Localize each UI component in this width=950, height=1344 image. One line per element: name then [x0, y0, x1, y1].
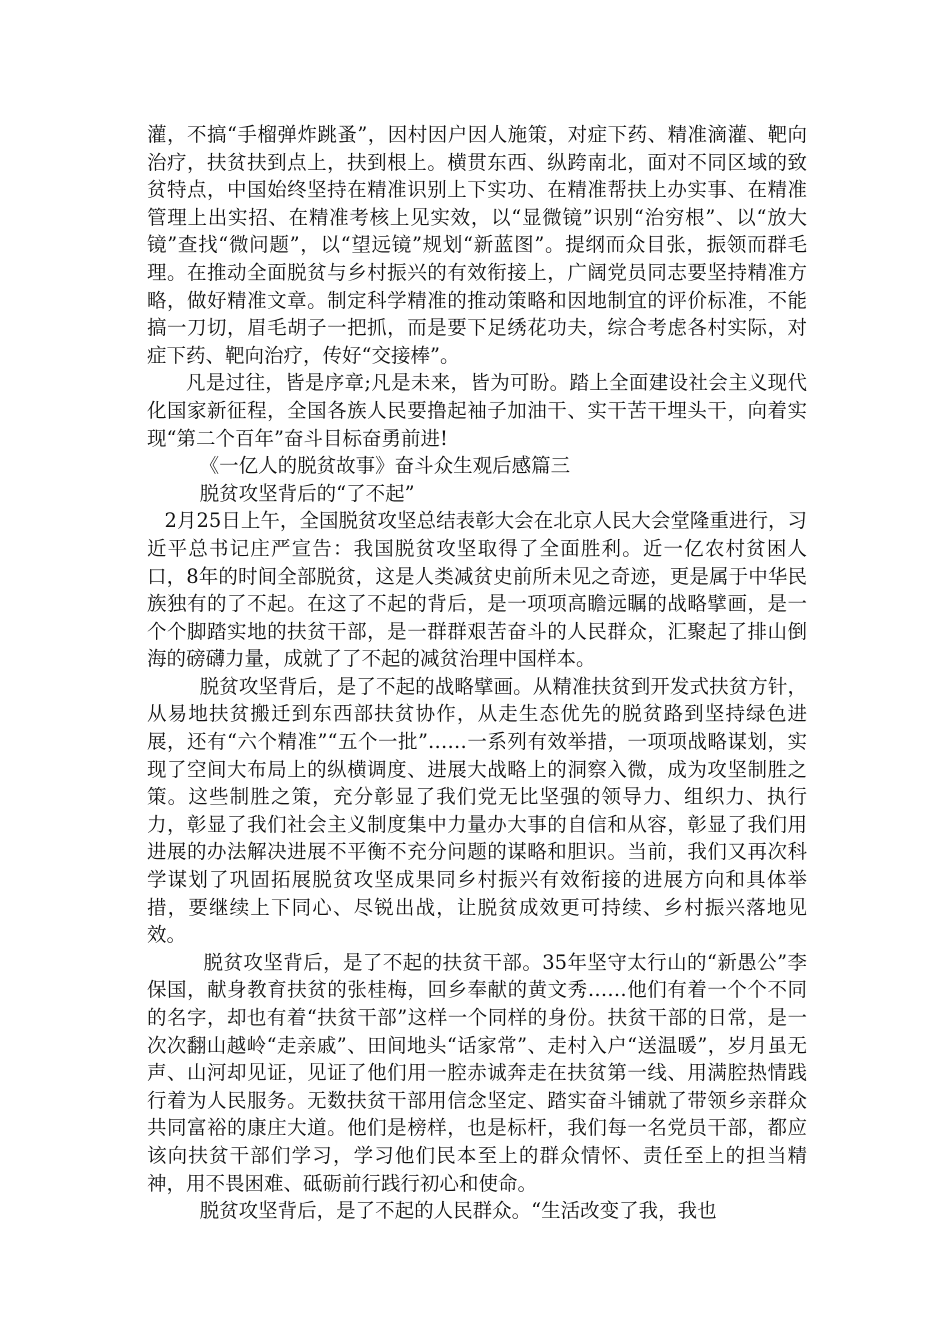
body-paragraph-2: 凡是过往，皆是序章;凡是未来，皆为可盼。踏上全面建设社会主义现代化国家新征程，全国各族人民要撸起袖子加油干、实干苦干埋头干，向着实现“第二个百年”奋斗目标奋勇前进!: [147, 371, 807, 450]
body-paragraph-5: 脱贫攻坚背后，是了不起的扶贫干部。35年坚守太行山的“新愚公”李保国，献身教育扶贫的张桂梅，回乡奉献的黄文秀……他们有着一个个不同的名字，却也有着“扶贫干部”这样一个同样的身份。扶贫干部的日常，是一次次翻山越岭“走亲戚”、田间地头“话家常”、走村入户“送温暖”，岁月虽无声、山河却见证，见证了他们用一腔赤诚奔走在扶贫第一线、用满腔热情践行着为人民服务。无数扶贫干部用信念坚定、踏实奋斗铺就了带领乡亲群众共同富裕的康庄大道。他们是榜样，也是标杆，我们每一名党员干部，都应该向扶贫干部们学习，学习他们民本至上的群众情怀、责任至上的担当精神，用不畏困难、砥砺前行践行初心和使命。: [147, 950, 807, 1195]
document-page: [147, 121, 807, 1225]
body-paragraph-4: 脱贫攻坚背后，是了不起的战略擘画。从精准扶贫到开发式扶贫方针，从易地扶贫搬迁到东西部扶贫协作，从走生态优先的脱贫路到坚持绿色进展，还有“六个精准”“五个一批”……一系列有效举措，一项项战略谋划，实现了空间大布局上的纵横调度、进展大战略上的洞察入微，成为攻坚制胜之策。这些制胜之策，充分彰显了我们党无比坚强的领导力、组织力、执行力，彰显了我们社会主义制度集中力量办大事的自信和从容，彰显了我们用进展的办法解决进展不平衡不充分问题的谋略和胆识。当前，我们又再次科学谋划了巩固拓展脱贫攻坚成果同乡村振兴有效衔接的进展方向和具体举措，要继续上下同心、尽锐出战，让脱贫成效更可持续、乡村振兴落地见效。: [147, 674, 807, 947]
section-subtitle: 脱贫攻坚背后的“了不起”: [199, 481, 415, 505]
body-paragraph-3: 2月25日上午，全国脱贫攻坚总结表彰大会在北京人民大会堂隆重进行，习近平总书记庄严宣告：我国脱贫攻坚取得了全面胜利。近一亿农村贫困人口，8年的时间全部脱贫，这是人类减贫史前所未见之奇迹，更是属于中华民族独有的了不起。在这了不起的背后，是一项项高瞻远瞩的战略擘画，是一个个脚踏实地的扶贫干部，是一群群艰苦奋斗的人民群众，汇聚起了排山倒海的磅礴力量，成就了了不起的减贫治理中国样本。: [147, 509, 807, 671]
body-paragraph-6: 脱贫攻坚背后，是了不起的人民群众。“生活改变了我，我也: [199, 1199, 717, 1223]
body-paragraph-1: 灌，不搞“手榴弹炸跳蚤”，因村因户因人施策，对症下药、精准滴灌、靶向治疗，扶贫扶到点上，扶到根上。横贯东西、纵跨南北，面对不同区域的致贫特点，中国始终坚持在精准识别上下实功、在精准帮扶上办实事、在精准管理上出实招、在精准考核上见实效，以“显微镜”识别“治穷根”、以“放大镜”查找“微问题”，以“望远镜”规划“新蓝图”。提纲而众目张，振领而群毛理。在推动全面脱贫与乡村振兴的有效衔接上，广阔党员同志要坚持精准方略，做好精准文章。制定科学精准的推动策略和因地制宜的评价标准，不能搞一刀切，眉毛胡子一把抓，而是要下足绣花功夫，综合考虑各村实际，对症下药、靶向治疗，传好“交接棒”。: [147, 123, 807, 367]
section-title: 《一亿人的脱贫故事》奋斗众生观后感篇三: [199, 454, 571, 478]
